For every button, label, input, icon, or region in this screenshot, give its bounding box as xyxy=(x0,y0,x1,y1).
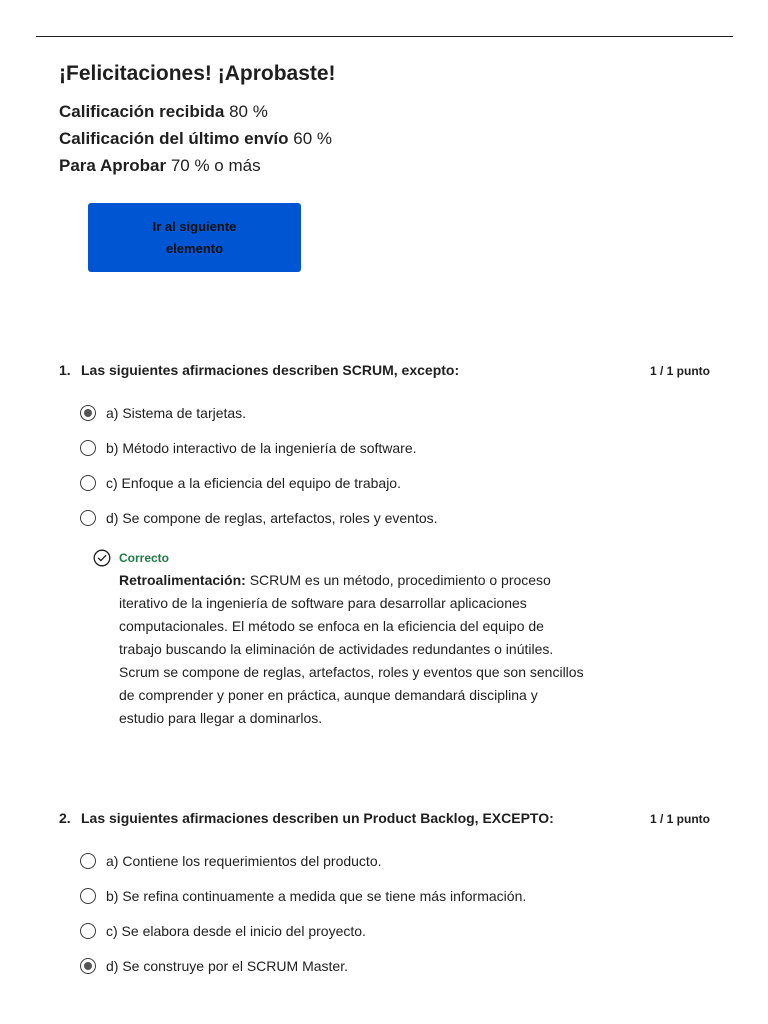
radio-unselected-icon[interactable] xyxy=(80,888,96,904)
answer-option-label: c) Enfoque a la eficiencia del equipo de trabajo. xyxy=(106,475,401,491)
radio-unselected-icon[interactable] xyxy=(80,853,96,869)
result-title: ¡Felicitaciones! ¡Aprobaste! xyxy=(59,62,336,85)
next-item-button[interactable] xyxy=(88,203,301,272)
question-points: 1 / 1 punto xyxy=(650,364,710,378)
feedback-status: Correcto xyxy=(119,551,170,565)
radio-unselected-icon[interactable] xyxy=(80,440,96,456)
answer-option-d[interactable] xyxy=(80,955,348,977)
passing-grade xyxy=(59,155,261,177)
radio-unselected-icon[interactable] xyxy=(80,475,96,491)
answer-option-c[interactable] xyxy=(80,472,401,494)
answer-option-b[interactable] xyxy=(80,437,417,459)
answer-option-d[interactable] xyxy=(80,507,438,529)
answer-option-label: b) Método interactivo de la ingeniería de software. xyxy=(106,440,417,456)
question-title xyxy=(59,362,459,378)
grade-received xyxy=(59,101,268,123)
last-submission-grade xyxy=(59,128,332,150)
radio-unselected-icon[interactable] xyxy=(80,923,96,939)
answer-option-label: b) Se refina continuamente a medida que se tiene más información. xyxy=(106,888,527,904)
answer-option-c[interactable] xyxy=(80,920,366,942)
feedback-body: SCRUM es un método, procedimiento o proceso iterativo de la ingeniería de software para desarrollar aplicaciones computacionales. El método se enfoca en la eficiencia del equipo de trabajo buscando la eliminación de actividades redundantes o inútiles. Scrum se compone de reglas, artefactos, roles y eventos que son sencillos de comprender y poner en práctica, aunque demandará disciplina y estudio para llegar a dominarlos. xyxy=(119,572,584,726)
next-item-button-label: Ir al siguiente elemento xyxy=(152,218,237,256)
answer-option-label: d) Se construye por el SCRUM Master. xyxy=(106,958,348,974)
last-submission-value: 60 % xyxy=(293,129,333,148)
question-text: Las siguientes afirmaciones describen SCRUM, excepto: xyxy=(81,362,460,378)
feedback-text xyxy=(119,569,584,730)
answer-option-label: a) Contiene los requerimientos del producto. xyxy=(106,853,382,869)
question-text: Las siguientes afirmaciones describen un Product Backlog, EXCEPTO: xyxy=(81,810,554,826)
question-points: 1 / 1 punto xyxy=(650,812,710,826)
answer-option-label: c) Se elabora desde el inicio del proyecto. xyxy=(106,923,366,939)
passing-grade-value: 70 % o más xyxy=(170,156,261,175)
feedback-header xyxy=(93,549,573,567)
question-title xyxy=(59,810,554,826)
answer-option-a[interactable] xyxy=(80,402,246,424)
answer-option-b[interactable] xyxy=(80,885,526,907)
last-submission-label: Calificación del último envío xyxy=(59,129,289,148)
grade-received-label: Calificación recibida xyxy=(59,102,225,121)
radio-unselected-icon[interactable] xyxy=(80,510,96,526)
grade-received-value: 80 % xyxy=(229,102,268,121)
feedback-label: Retroalimentación: xyxy=(119,572,246,588)
answer-feedback xyxy=(93,549,584,730)
check-circle-icon xyxy=(93,549,111,567)
passing-grade-label: Para Aprobar xyxy=(59,156,167,175)
question-number: 1. xyxy=(59,362,71,378)
radio-selected-icon[interactable] xyxy=(80,405,96,421)
question-number: 2. xyxy=(59,810,71,826)
answer-option-label: a) Sistema de tarjetas. xyxy=(106,405,247,421)
radio-selected-icon[interactable] xyxy=(80,958,96,974)
answer-option-label: d) Se compone de reglas, artefactos, roles y eventos. xyxy=(106,510,438,526)
answer-option-a[interactable] xyxy=(80,850,382,872)
top-divider xyxy=(36,36,733,37)
